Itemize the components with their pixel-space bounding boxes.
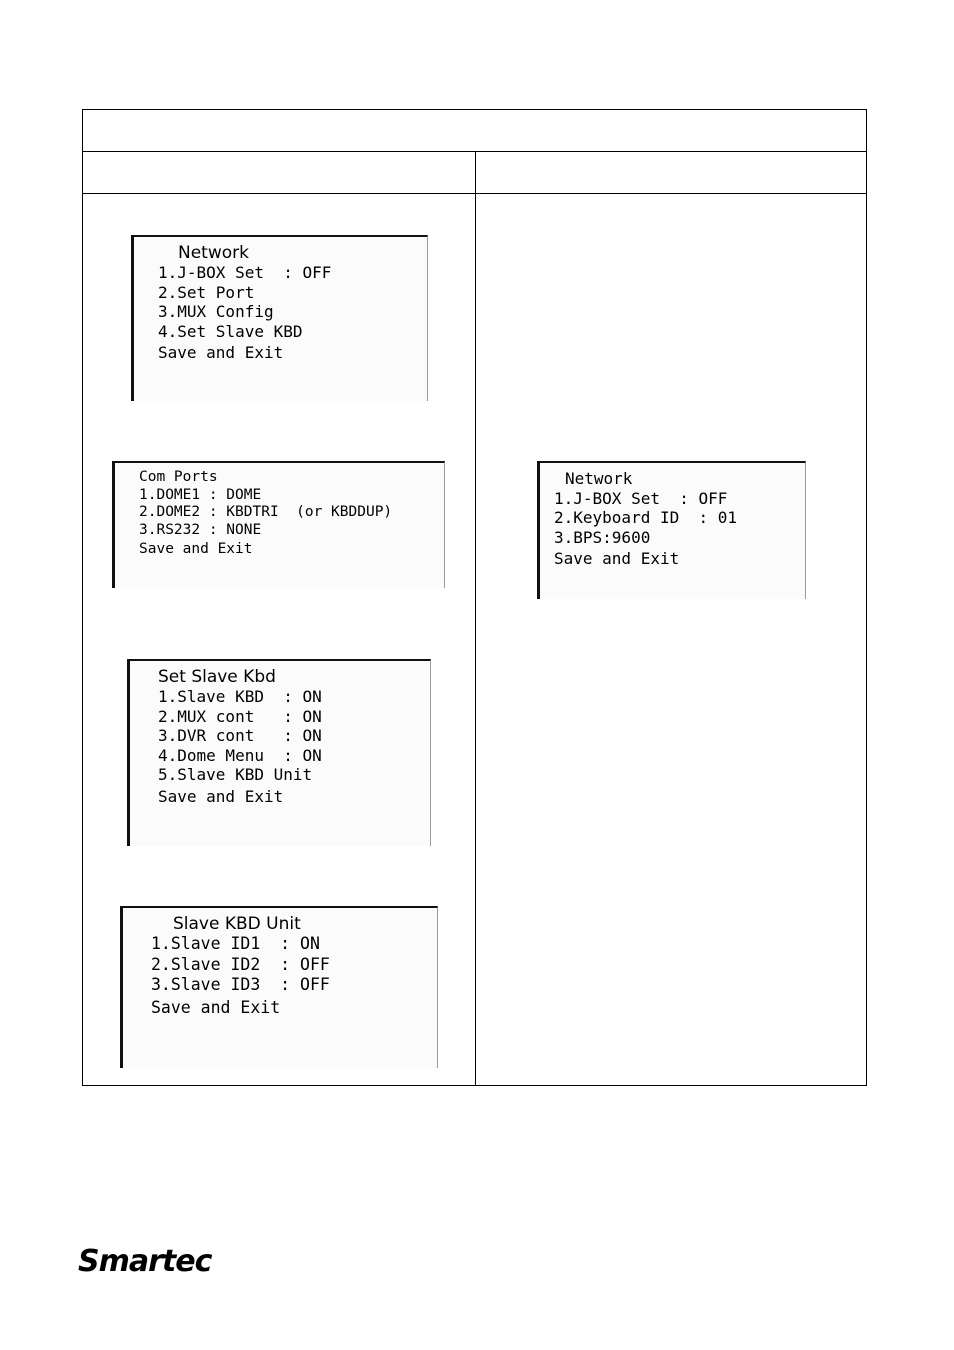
network-menu-screen (131, 235, 428, 401)
menu-line: 2.MUX cont : ON (158, 706, 322, 726)
menu-line: 3.MUX Config (158, 302, 274, 321)
slave-kbd-unit-screen (120, 906, 438, 1068)
menu-line: 1.Slave ID1 : ON (151, 934, 320, 953)
screen-title: Set Slave Kbd (158, 667, 276, 687)
screen-title: Com Ports (139, 469, 218, 485)
column-divider (475, 151, 476, 1085)
menu-line: 1.J-BOX Set : OFF (554, 488, 728, 508)
menu-line: 2.Slave ID2 : OFF (151, 954, 330, 974)
menu-line: 3.DVR cont : ON (158, 726, 322, 746)
menu-line: 4.Set Slave KBD (158, 321, 303, 341)
set-slave-kbd-screen (127, 659, 431, 846)
menu-line: 4.Dome Menu : ON (158, 745, 322, 765)
menu-line: 2.Set Port (158, 282, 255, 302)
menu-line: 5.Slave KBD Unit (158, 765, 313, 785)
menu-line: Save and Exit (554, 549, 680, 568)
menu-line: Save and Exit (151, 997, 281, 1017)
menu-line: 3.BPS:9600 (554, 527, 651, 547)
menu-line: Save and Exit (139, 541, 253, 557)
menu-line: 2.DOME2 : KBDTRI (or KBDDUP) (139, 504, 393, 520)
menu-line: Save and Exit (158, 343, 284, 362)
menu-line: 1.J-BOX Set : OFF (158, 263, 332, 282)
menu-line: 3.RS232 : NONE (139, 521, 262, 538)
com-ports-screen (112, 461, 445, 588)
menu-line: 3.Slave ID3 : OFF (151, 975, 330, 994)
menu-line: 1.DOME1 : DOME (139, 486, 262, 503)
menu-line: Save and Exit (158, 786, 284, 806)
menu-line: 2.Keyboard ID : 01 (554, 508, 738, 527)
screen-title: Network (178, 243, 249, 263)
menu-line: 1.Slave KBD : ON (158, 687, 322, 706)
screen-title: Network (565, 469, 633, 488)
slave-network-screen (537, 461, 806, 599)
screen-title: Slave KBD Unit (173, 914, 301, 934)
smartec-logo: Smartec (78, 1244, 212, 1279)
